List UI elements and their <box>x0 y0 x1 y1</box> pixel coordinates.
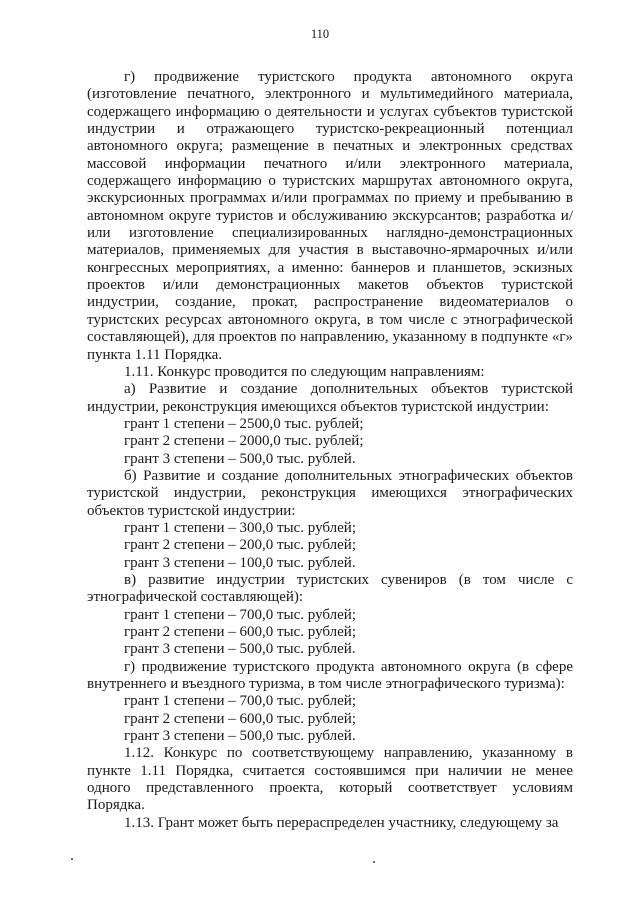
grant-line: грант 1 степени – 700,0 тыс. рублей; <box>124 693 356 710</box>
grant-line: грант 3 степени – 100,0 тыс. рублей. <box>124 554 356 571</box>
grant-line: грант 2 степени – 2000,0 тыс. рублей; <box>124 433 364 450</box>
grant-line: грант 2 степени – 600,0 тыс. рублей; <box>124 624 356 640</box>
grant-line: грант 2 степени – 600,0 тыс. рублей; <box>124 710 356 727</box>
paragraph: г) продвижение туристского продукта автономного округа (в сфере внутреннего и въездного туризма, в том числе этнографического туризма): <box>87 658 573 693</box>
paragraph: б) Развитие и создание дополнительных этнографических объектов туристской индустрии, реконструкция имеющихся этнографических объектов туристской индустрии: <box>87 467 573 519</box>
scan-speck <box>71 858 73 860</box>
grant-line: грант 3 степени – 500,0 тыс. рублей. <box>124 450 356 467</box>
paragraph: г) продвижение туристского продукта автономного округа (изготовление печатного, электронного и мультимедийного материала, содержащего информацию о деятельности и услугах субъектов туристской индустрии и отражающего туристско-рекреационный потенциал автономного округа; размещение в печатных и электронных средствах массовой информации печатного и/или электронного материала, содержащего информацию о туристских маршрутах автономного округа, экскурсионных программах и/или программах по приему и пребыванию в автономном округе туристов и обслуживанию экскурсантов; разработка и/или изготовление специализированных наглядно-демонстрационных материалов, применяемых для участия в выставочно-ярмарочных и/или конгрессных мероприятиях, а именно: баннеров и планшетов, эскизных проектов и/или демонстрационных макетов объектов туристской индустрии, создание, прокат, распространение видеоматериалов о туристских ресурсах автономного округа, в том числе с этнографической составляющей), для проектов по направлению, указанному в подпункте «г» пункта 1.11 Порядка. <box>87 69 573 363</box>
paragraph: 1.13. Грант может быть перераспределен участнику, следующему за <box>124 814 559 831</box>
grant-line: грант 2 степени – 200,0 тыс. рублей; <box>124 537 356 554</box>
grant-line: грант 1 степени – 2500,0 тыс. рублей; <box>124 415 364 432</box>
paragraph: 1.11. Конкурс проводится по следующим направлениям: <box>124 363 485 380</box>
document-body <box>87 69 573 832</box>
scan-speck <box>373 861 375 863</box>
paragraph: а) Развитие и создание дополнительных объектов туристской индустрии, реконструкция имеющихся объектов туристской индустрии: <box>87 381 573 415</box>
paragraph: 1.12. Конкурс по соответствующему направлению, указанному в пункте 1.11 Порядка, считается состоявшимся при наличии не менее одного представленного проекта, который соответствует условиям Порядка. <box>87 745 573 814</box>
grant-line: грант 1 степени – 700,0 тыс. рублей; <box>124 606 356 623</box>
paragraph: в) развитие индустрии туристских сувениров (в том числе с этнографической составляющей): <box>87 571 573 606</box>
grant-line: грант 3 степени – 500,0 тыс. рублей. <box>124 641 356 658</box>
grant-line: грант 1 степени – 300,0 тыс. рублей; <box>124 519 356 536</box>
grant-line: грант 3 степени – 500,0 тыс. рублей. <box>124 728 356 745</box>
page-number: 110 <box>310 27 330 41</box>
